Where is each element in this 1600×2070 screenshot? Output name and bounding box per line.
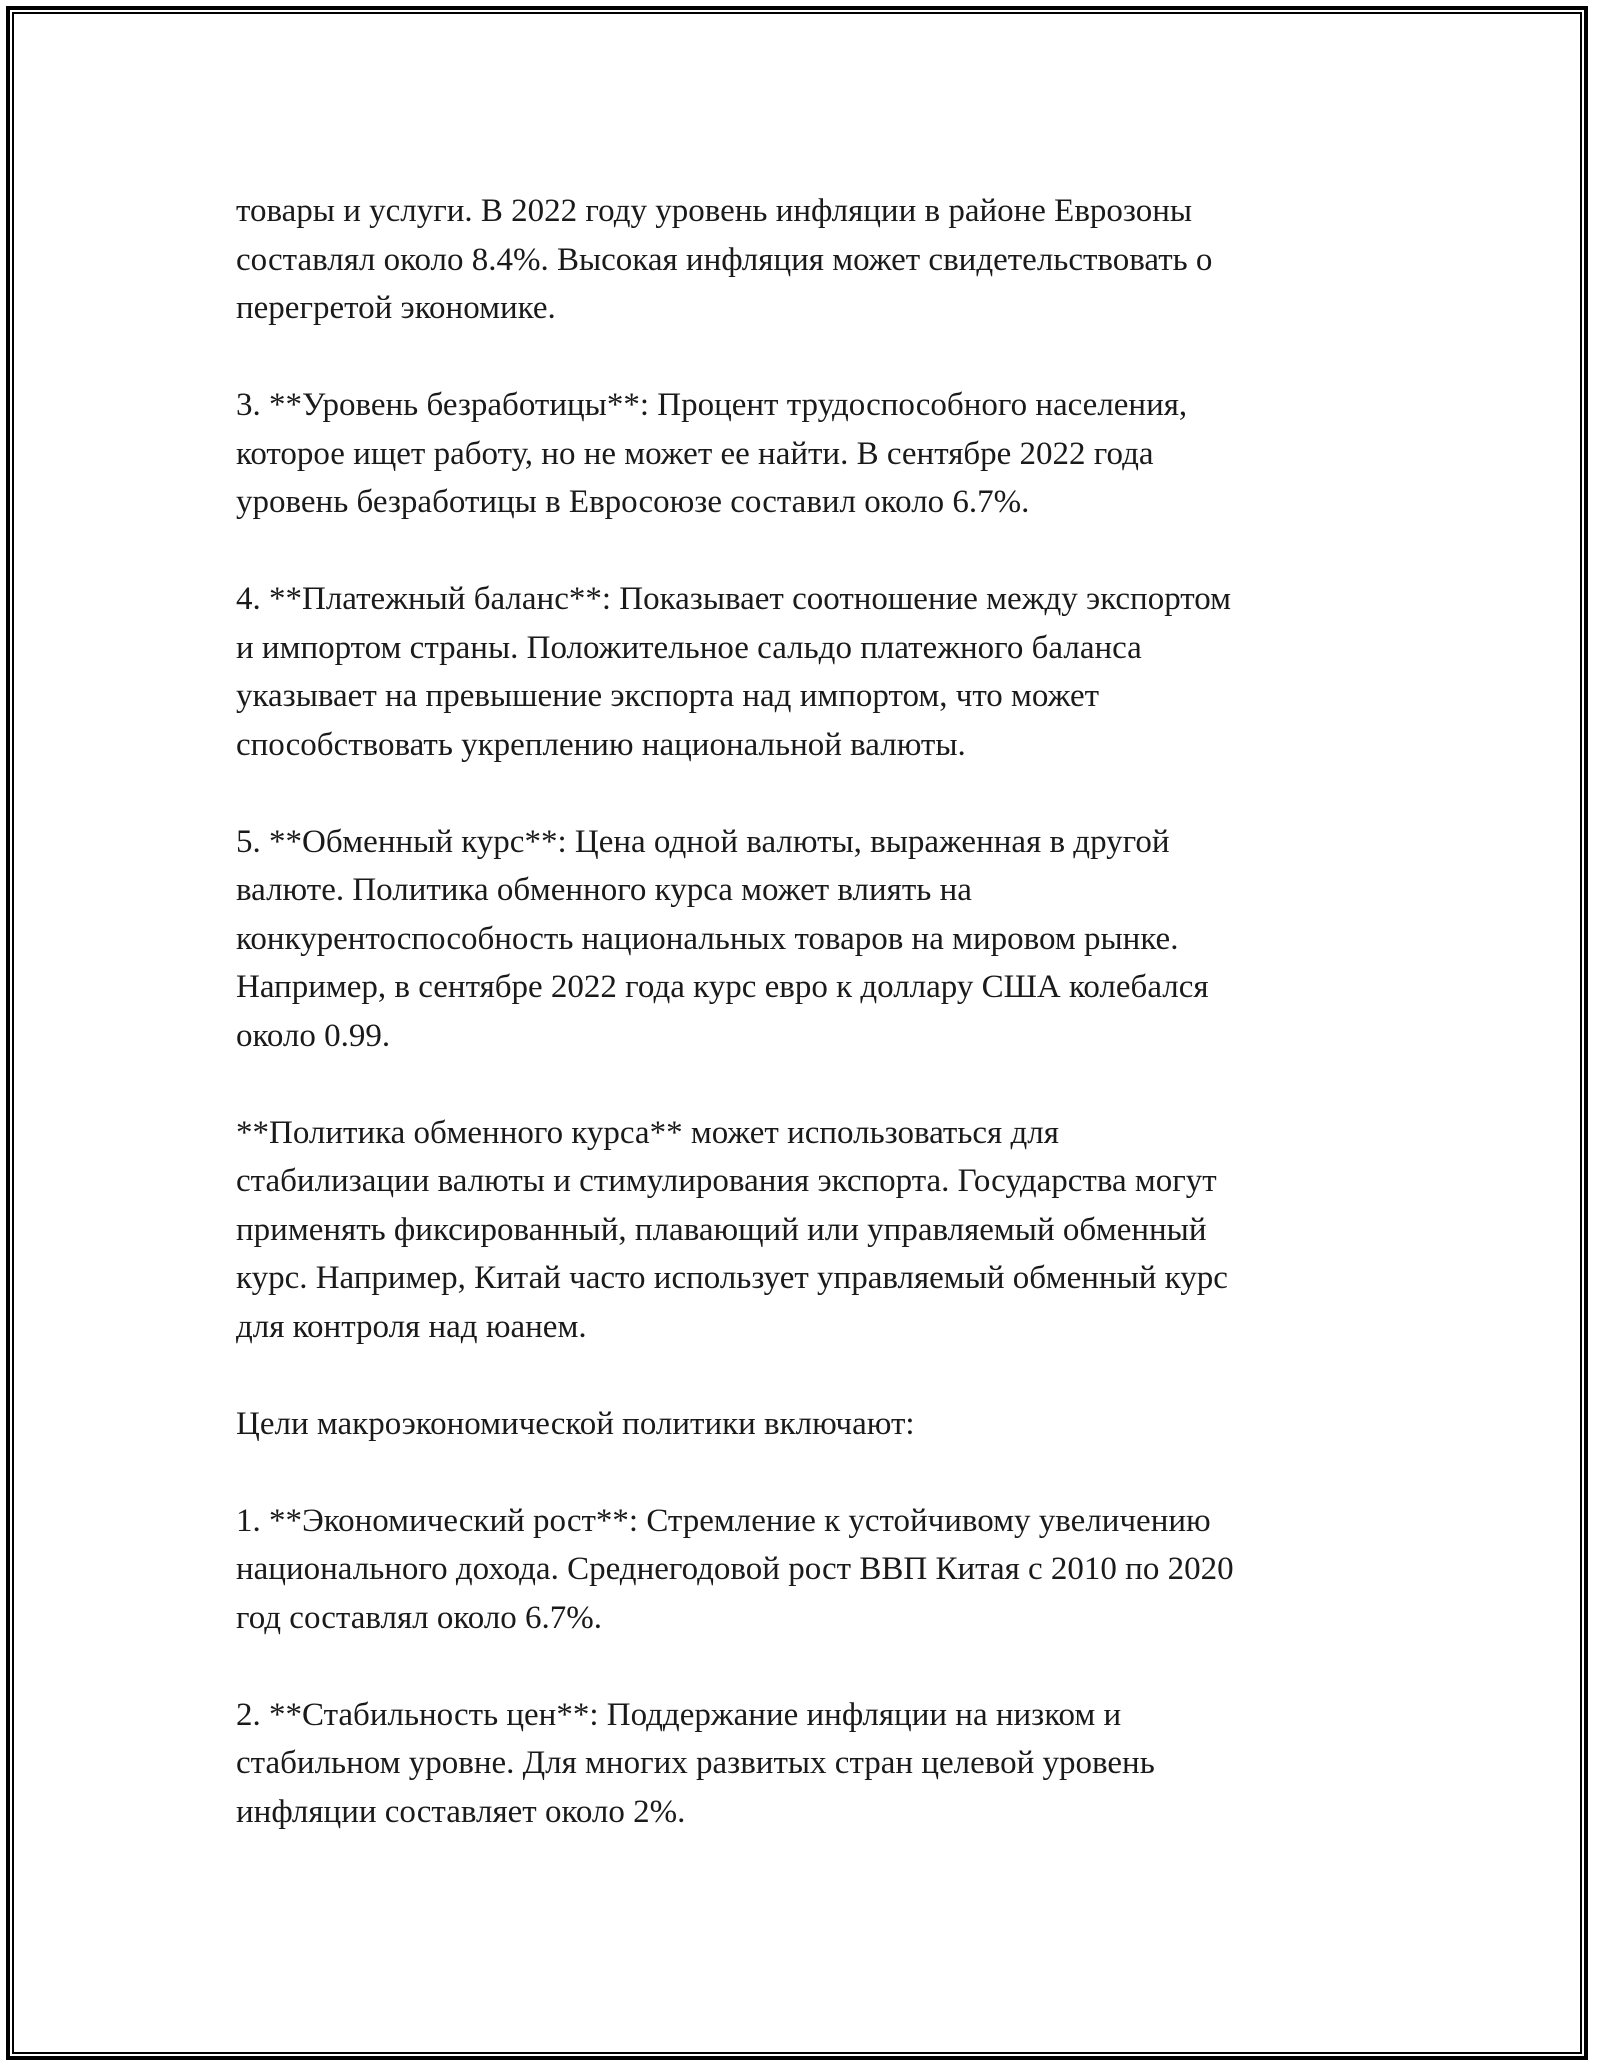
text-line: перегретой экономике. <box>236 290 556 326</box>
text-line: валюте. Политика обменного курса может влиять на <box>236 872 972 908</box>
text-line: 2. **Стабильность цен**: Поддержание инфляции на низком и <box>236 1696 1122 1733</box>
text-line: 4. **Платежный баланс**: Показывает соотношение между экспортом <box>236 581 1232 617</box>
document-body <box>236 187 1376 1885</box>
paragraph-exchange-rate-policy <box>236 1109 1376 1352</box>
text-line: Например, в сентябре 2022 года курс евро к доллару США колебался <box>236 969 1209 1005</box>
paragraph-policy-goals-intro <box>236 1400 1376 1449</box>
text-line: год составлял около 6.7%. <box>236 1599 603 1636</box>
text-line: инфляции составляет около 2%. <box>236 1793 686 1830</box>
text-line: 3. **Уровень безработицы**: Процент трудоспособного населения, <box>236 387 1188 423</box>
text-line: указывает на превышение экспорта над импортом, что может <box>236 678 1100 714</box>
text-line: около 0.99. <box>236 1017 391 1054</box>
text-line: конкурентоспособность национальных товаров на мировом рынке. <box>236 920 1179 957</box>
text-line: **Политика обменного курса** может использоваться для <box>236 1114 1059 1151</box>
text-line: национального дохода. Среднегодовой рост ВВП Китая с 2010 по 2020 <box>236 1551 1234 1587</box>
paragraph-price-stability <box>236 1691 1376 1837</box>
text-line: применять фиксированный, плавающий или управляемый обменный <box>236 1211 1207 1248</box>
text-line: товары и услуги. В 2022 году уровень инфляции в районе Еврозоны <box>236 193 1193 229</box>
text-line: 5. **Обменный курс**: Цена одной валюты, выраженная в другой <box>236 823 1170 860</box>
paragraph-inflation-continued <box>236 187 1376 333</box>
paragraph-economic-growth <box>236 1497 1376 1643</box>
text-line: курс. Например, Китай часто использует управляемый обменный курс <box>236 1260 1228 1296</box>
text-line: которое ищет работу, но не может ее найти. В сентябре 2022 года <box>236 435 1154 472</box>
text-line: для контроля над юанем. <box>236 1308 587 1345</box>
paragraph-exchange-rate <box>236 818 1376 1061</box>
text-line: Цели макроэкономической политики включают: <box>236 1405 915 1442</box>
text-line: способствовать укреплению национальной валюты. <box>236 726 966 763</box>
text-line: уровень безработицы в Евросоюзе составил около 6.7%. <box>236 484 1030 520</box>
text-line: стабильном уровне. Для многих развитых стран целевой уровень <box>236 1745 1155 1781</box>
text-line: и импортом страны. Положительное сальдо платежного баланса <box>236 629 1142 666</box>
text-line: составлял около 8.4%. Высокая инфляция может свидетельствовать о <box>236 241 1213 278</box>
paragraph-balance-of-payments <box>236 575 1376 769</box>
text-line: 1. **Экономический рост**: Стремление к устойчивому увеличению <box>236 1502 1211 1539</box>
text-line: стабилизации валюты и стимулирования экспорта. Государства могут <box>236 1163 1217 1199</box>
paragraph-unemployment <box>236 381 1376 527</box>
